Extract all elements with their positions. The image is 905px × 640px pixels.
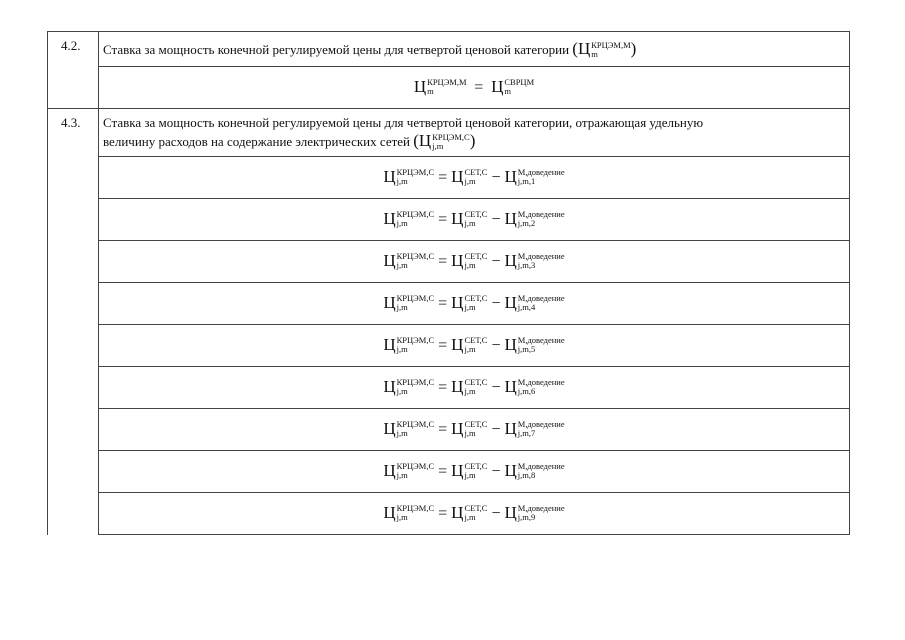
minus-sign: − <box>491 378 501 396</box>
section-heading-line2: величину расходов на содержание электрических сетей <box>103 134 410 150</box>
formula-lhs: Ц КРЦЭМ,М m <box>413 76 467 97</box>
formula-term: Ц М,доведение j,m,5 <box>504 334 565 355</box>
section-number: 4.2. <box>48 32 99 109</box>
equals-sign: = <box>438 168 448 186</box>
number-cell <box>48 241 99 283</box>
number-cell <box>48 493 99 535</box>
formula <box>99 493 850 535</box>
formula-lhs: Ц КРЦЭМ,C j,m <box>383 292 435 313</box>
formula <box>99 451 850 493</box>
formula <box>99 67 850 109</box>
formula-term: Ц СЕТ,C j,m <box>451 502 488 523</box>
formula-term: Ц СЕТ,C j,m <box>451 166 488 187</box>
heading-symbol: Ц КРЦЭМ,М m <box>577 39 631 60</box>
table-row <box>48 367 850 409</box>
formula <box>99 409 850 451</box>
formula-term: Ц М,доведение j,m,7 <box>504 418 565 439</box>
number-cell <box>48 325 99 367</box>
number-cell <box>48 409 99 451</box>
equals-sign: = <box>438 420 448 438</box>
formula-term: Ц СЕТ,C j,m <box>451 418 488 439</box>
section-heading-line1: Ставка за мощность конечной регулируемой цены для четвертой ценовой категории, отражающая удельную <box>103 115 704 131</box>
formula-lhs: Ц КРЦЭМ,C j,m <box>383 166 435 187</box>
formula-term: Ц СЕТ,C j,m <box>451 460 488 481</box>
table-row <box>48 325 850 367</box>
equals-sign: = <box>438 210 448 228</box>
formula-lhs: Ц КРЦЭМ,C j,m <box>383 502 435 523</box>
formula-term: Ц СЕТ,C j,m <box>451 250 488 271</box>
equals-sign: = <box>438 294 448 312</box>
minus-sign: − <box>491 462 501 480</box>
formula-rhs: Ц СВРЦМ m <box>491 76 535 97</box>
minus-sign: − <box>491 336 501 354</box>
table-row <box>48 157 850 199</box>
equals-sign: = <box>438 378 448 396</box>
table-row <box>48 32 850 67</box>
formula-lhs: Ц КРЦЭМ,C j,m <box>383 418 435 439</box>
section-heading-text: Ставка за мощность конечной регулируемой цены для четвертой ценовой категории <box>103 42 570 57</box>
formula-term: Ц М,доведение j,m,8 <box>504 460 565 481</box>
minus-sign: − <box>491 210 501 228</box>
section-number: 4.3. <box>48 109 99 157</box>
formula-lhs: Ц КРЦЭМ,C j,m <box>383 208 435 229</box>
formula <box>99 283 850 325</box>
formula <box>99 241 850 283</box>
tariff-formula-table <box>47 31 850 535</box>
formula-term: Ц СЕТ,C j,m <box>451 292 488 313</box>
formula-term: Ц М,доведение j,m,3 <box>504 250 565 271</box>
formula-term: Ц М,доведение j,m,4 <box>504 292 565 313</box>
formula-term: Ц М,доведение j,m,1 <box>504 166 565 187</box>
heading-symbol: Ц КРЦЭМ,C j,m <box>418 131 470 152</box>
formula-lhs: Ц КРЦЭМ,C j,m <box>383 334 435 355</box>
formula <box>99 367 850 409</box>
table-row <box>48 109 850 157</box>
formula-term: Ц СЕТ,C j,m <box>451 208 488 229</box>
number-cell <box>48 157 99 199</box>
equals-sign: = <box>438 252 448 270</box>
minus-sign: − <box>491 168 501 186</box>
formula-term: Ц М,доведение j,m,2 <box>504 208 565 229</box>
equals-sign: = <box>438 462 448 480</box>
table-row <box>48 283 850 325</box>
table-row <box>48 451 850 493</box>
equals-sign: = <box>438 336 448 354</box>
equals-sign: = <box>438 504 448 522</box>
section-heading: Ставка за мощность конечной регулируемой цены для четвертой ценовой категории (Ц КРЦЭМ,М m ) <box>99 32 850 67</box>
minus-sign: − <box>491 420 501 438</box>
formula-term: Ц М,доведение j,m,6 <box>504 376 565 397</box>
table-row <box>48 493 850 535</box>
table-row <box>48 199 850 241</box>
minus-sign: − <box>491 504 501 522</box>
formula <box>99 157 850 199</box>
equals-sign: = <box>474 78 484 96</box>
number-cell <box>48 199 99 241</box>
formula-lhs: Ц КРЦЭМ,C j,m <box>383 250 435 271</box>
minus-sign: − <box>491 252 501 270</box>
number-cell <box>48 283 99 325</box>
formula-lhs: Ц КРЦЭМ,C j,m <box>383 376 435 397</box>
section-heading: Ставка за мощность конечной регулируемой цены для четвертой ценовой категории, отражающая удельную величину расходов на содержание электрических сетей (Ц КРЦЭМ,C j,m ) <box>99 109 850 157</box>
formula-term: Ц СЕТ,C j,m <box>451 376 488 397</box>
formula <box>99 199 850 241</box>
table-row <box>48 241 850 283</box>
formula-term: Ц М,доведение j,m,9 <box>504 502 565 523</box>
formula-term: Ц СЕТ,C j,m <box>451 334 488 355</box>
table-row <box>48 67 850 109</box>
formula <box>99 325 850 367</box>
number-cell <box>48 367 99 409</box>
formula-lhs: Ц КРЦЭМ,C j,m <box>383 460 435 481</box>
table-row <box>48 409 850 451</box>
number-cell <box>48 451 99 493</box>
minus-sign: − <box>491 294 501 312</box>
